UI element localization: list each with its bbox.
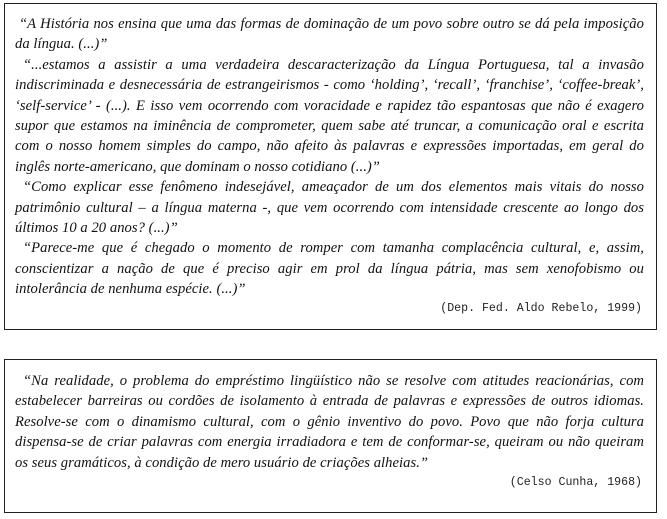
- quote-paragraph-cunha: “Na realidade, o problema do empréstimo lingüístico não se resolve com atitudes reacionárias, com estabelecer barreiras ou cordões de isolamento à entrada de palavras e expressões de outros idiomas. Resolve-se com o dinamismo cultural, com o gênio inventivo do povo. Povo que não forja cultura dispensa-se de criar palavras com energia irradiadora e tem de conformar-se, queiram ou não queiram os seus gramáticos, à condição de mero usuário de criações alheias.”: [15, 373, 644, 471]
- citation-rebelo: (Dep. Fed. Aldo Rebelo, 1999): [440, 301, 642, 315]
- quote-box-cunha: [4, 359, 657, 513]
- citation-cunha: (Celso Cunha, 1968): [509, 476, 642, 490]
- quote-paragraph-1: “A História nos ensina que uma das formas de dominação de um povo sobre outro se dá pela imposição da língua. (...)”: [15, 16, 644, 53]
- quote-paragraph-3: “Como explicar esse fenômeno indesejável, ameaçador de um dos elementos mais vitais do nosso patrimônio cultural – a língua materna -, que vem ocorrendo com intensidade crescente ao longo dos últimos 10 a 20 anos? (...)”: [15, 179, 644, 237]
- quote-paragraph-2: “...estamos a assistir a uma verdadeira descaracterização da Língua Portuguesa, tal a invasão indiscriminada e desnecessária de estrangeirismos - como ‘holding’, ‘recall’, ‘franchise’, ‘coffee-break’, ‘self-service’ - (...). E isso vem ocorrendo com voracidade e rapidez tão espantosas que não é exagero supor que estamos na iminência de comprometer, quem sabe até truncar, a comunicação oral e escrita com o nosso homem simples do campo, não afeito às palavras e expressões importadas, em geral do inglês norte-americano, que dominam o nosso cotidiano (...)”: [15, 56, 644, 175]
- quote-paragraph-4: “Parece-me que é chegado o momento de romper com tamanha complacência cultural, e, assim, conscientizar a nação de que é preciso agir em prol da língua pátria, mas sem xenofobismo ou intolerância de nenhuma espécie. (...)”: [15, 240, 644, 298]
- quote-box-rebelo: [4, 3, 657, 330]
